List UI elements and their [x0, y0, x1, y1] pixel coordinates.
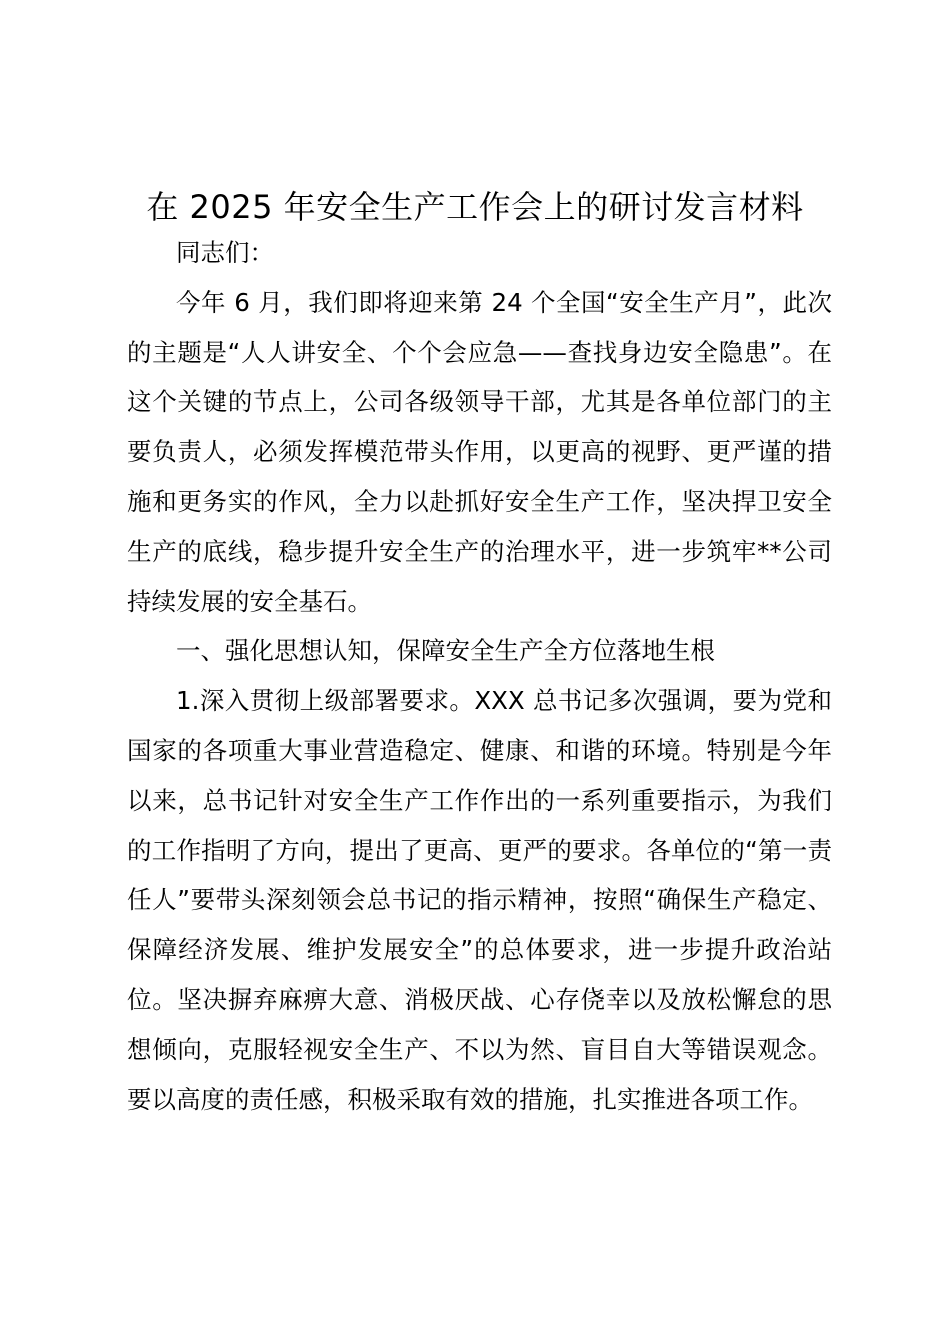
document-title: 在 2025 年安全生产工作会上的研讨发言材料 — [146, 188, 804, 226]
paragraph-1-1: 1.深入贯彻上级部署要求。XXX 总书记多次强调，要为党和国家的各项重大事业营造稳定、健康、和谐的环境。特别是今年以来，总书记针对安全生产工作作出的一系列重要指示，为我们的工作指明了方向，提出了更高、更严的要求。各单位的“第一责任人”要带头深刻领会总书记的指示精神，按照“确保生产稳定、保障经济发展、维护发展安全”的总体要求，进一步提升政治站位。坚决摒弃麻痹大意、消极厌战、心存侥幸以及放松懈怠的思想倾向，克服轻视安全生产、不以为然、盲目自大等错误观念。要以高度的责任感，积极采取有效的措施，扎实推进各项工作。 — [127, 686, 832, 1114]
section-heading-1: 一、强化思想认知，保障安全生产全方位落地生根 — [176, 636, 715, 666]
salutation: 同志们： — [176, 238, 274, 267]
document-body — [127, 228, 832, 1124]
paragraph-intro: 今年 6 月，我们即将迎来第 24 个全国“安全生产月”，此次的主题是“人人讲安全、个个会应急——查找身边安全隐患”。在这个关键的节点上，公司各级领导干部，尤其是各单位部门的主要负责人，必须发挥模范带头作用，以更高的视野、更严谨的措施和更务实的作风，全力以赴抓好安全生产工作，坚决捍卫安全生产的底线，稳步提升安全生产的治理水平，进一步筑牢**公司持续发展的安全基石。 — [127, 287, 832, 616]
